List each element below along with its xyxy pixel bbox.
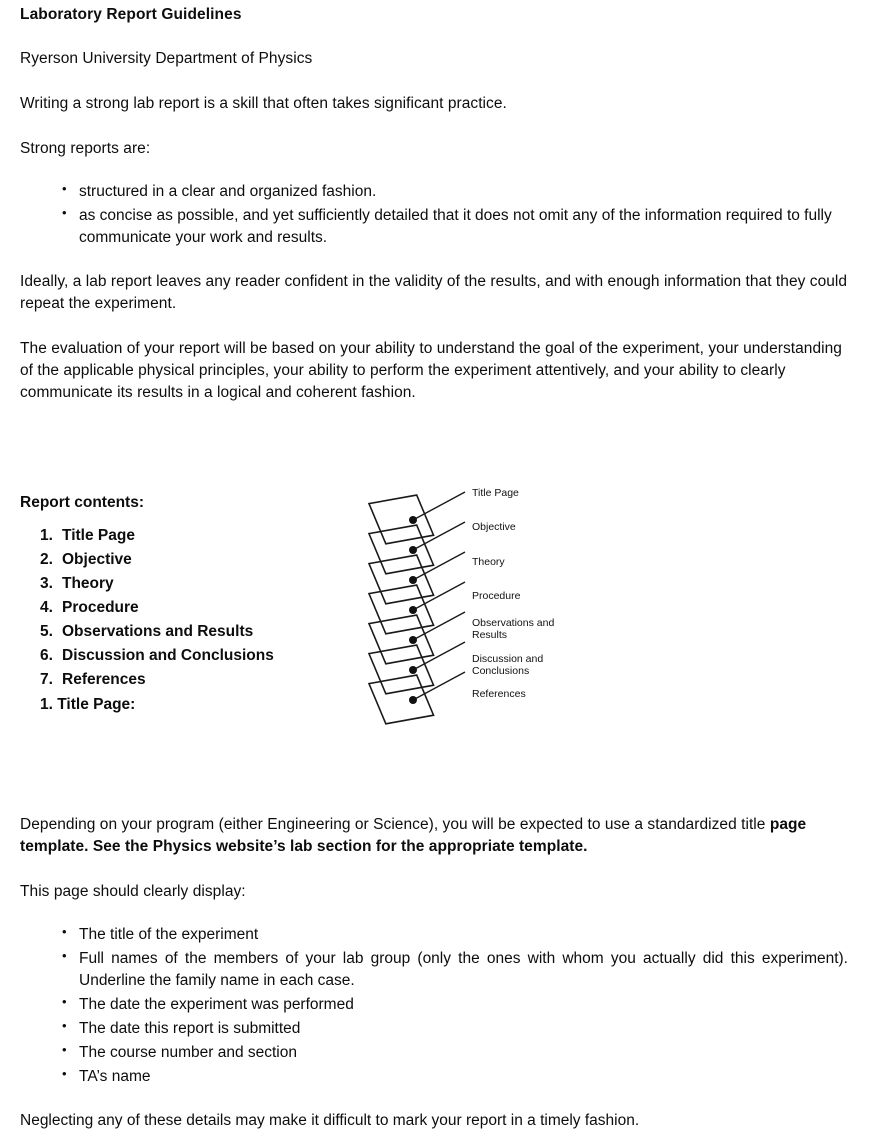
page-title: Laboratory Report Guidelines [20, 6, 242, 23]
list-item-label: Theory [62, 574, 114, 592]
list-item-number: 4. [40, 598, 53, 616]
list-item: • The course number and section [62, 1042, 848, 1064]
diagram-svg [305, 472, 605, 772]
leader-dot [409, 666, 417, 674]
list-item-number: 5. [40, 622, 53, 640]
report-contents-heading: Report contents: [20, 493, 144, 511]
list-item-number: 3. [40, 574, 53, 592]
report-contents-block [20, 486, 848, 714]
display-lead: This page should clearly display: [20, 882, 246, 900]
diagram-labels-group [472, 487, 557, 700]
list-item: • The title of the experiment [62, 924, 848, 946]
strong-reports-lead: Strong reports are: [20, 139, 151, 157]
template-paragraph-plain: Depending on your program (either Engineering or Science), you will be expected to use a standardized title [20, 815, 770, 833]
list-item: • structured in a clear and organized fashion. [62, 181, 848, 203]
list-item: • TA’s name [62, 1066, 848, 1088]
leader-dot [409, 546, 417, 554]
leader-dot [409, 576, 417, 584]
diagram-label: Theory [472, 555, 505, 568]
spacer [20, 427, 848, 461]
evaluation-paragraph: The evaluation of your report will be based on your ability to understand the goal of the experiment, your understanding of the applicable physical principles, your ability to perform the experiment attentively, and your ability to clearly communicate its results in a logical and coherent fashion. [20, 339, 842, 401]
list-item: • as concise as possible, and yet sufficiently detailed that it does not omit any of the information required to fully communicate your work and results. [62, 205, 848, 249]
display-bullets-list [20, 924, 848, 1088]
diagram-label: References [472, 687, 526, 700]
leader-dot [409, 606, 417, 614]
lower-section [20, 814, 848, 1132]
template-paragraph [20, 814, 848, 858]
template-paragraph-bold: page template. See the Physics website’s lab section for the appropriate template. [20, 815, 807, 855]
document-body [20, 6, 848, 1132]
department-line: Ryerson University Department of Physics [20, 49, 313, 67]
list-item: • The date this report is submitted [62, 1018, 848, 1040]
leader-dot [409, 696, 417, 704]
list-item-label: Discussion and Conclusions [62, 646, 274, 664]
list-item-label: Observations and Results [62, 622, 254, 640]
diagram-label: Procedure [472, 589, 521, 602]
list-item-number: 6. [40, 646, 53, 664]
leader-dot [409, 516, 417, 524]
diagram-label-discussion: Discussion and Conclusions [472, 652, 544, 677]
diagram-label: Title Page [472, 486, 519, 499]
list-item: • Full names of the members of your lab group (only the ones with whom you actually did this experiment). Underline the family name in each case. [62, 948, 848, 992]
list-item-number: 7. [40, 670, 53, 688]
list-item-label: References [62, 670, 146, 688]
list-item-label: Title Page [62, 526, 135, 544]
ideally-paragraph: Ideally, a lab report leaves any reader confident in the validity of the results, and with enough information that they could repeat the experiment. [20, 272, 848, 312]
leader-dot [409, 636, 417, 644]
list-item: • The date the experiment was performed [62, 994, 848, 1016]
list-item-label: Objective [62, 550, 132, 568]
title-page-subheading: 1. Title Page: [40, 695, 136, 713]
stacked-report-pages-diagram [305, 472, 605, 772]
list-item-number: 1. [40, 526, 53, 544]
list-item-number: 2. [40, 550, 53, 568]
page-sheets-group [363, 479, 439, 738]
diagram-label: Objective [472, 520, 516, 533]
closing-paragraph: Neglecting any of these details may make it difficult to mark your report in a timely fashion. [20, 1111, 640, 1129]
list-item-label: Procedure [62, 598, 139, 616]
diagram-label-observations: Observations and Results [472, 616, 555, 641]
strong-reports-list [20, 181, 848, 249]
intro-paragraph: Writing a strong lab report is a skill that often takes significant practice. [20, 94, 507, 112]
